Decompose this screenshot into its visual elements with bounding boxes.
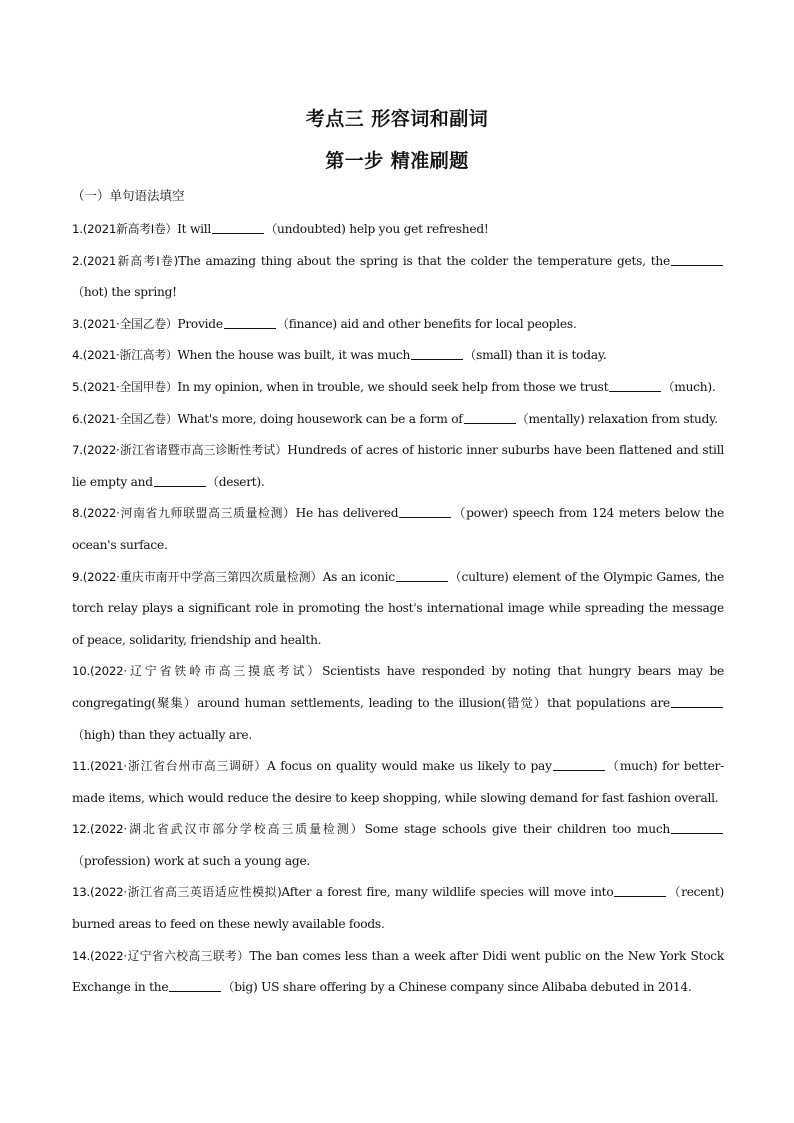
question-item: [72, 498, 724, 561]
question-text-before: What's more, doing housework can be a form of: [177, 411, 463, 426]
answer-blank[interactable]: [411, 348, 463, 360]
question-text-before: The ban comes less than a week after Didi went public on the New York Stock Exchange in the: [72, 948, 724, 995]
question-text-after: （power) speech from 124 meters below the ocean's surface.: [72, 506, 724, 552]
answer-blank[interactable]: [614, 886, 666, 898]
question-text-before: It will: [177, 222, 212, 236]
question-source: 5.(2021·全国甲卷）: [72, 379, 178, 394]
answer-blank[interactable]: [169, 980, 221, 992]
question-text-after: （recent) burned areas to feed on these newly available foods.: [72, 885, 724, 932]
question-item: [72, 404, 724, 436]
question-source: 9.(2022·重庆市南开中学高三第四次质量检测）: [72, 569, 323, 584]
question-item: [72, 435, 724, 498]
question-source: 4.(2021·浙江高考）: [72, 348, 178, 363]
question-item: [72, 562, 724, 657]
page-title: 考点三 形容词和副词: [305, 108, 489, 130]
question-text-before: A focus on quality would make us likely to pay: [267, 759, 552, 774]
question-text-after: （desert).: [206, 474, 265, 489]
question-text-before: After a forest fire, many wildlife species will move into: [281, 885, 614, 900]
question-item: [72, 656, 724, 751]
question-text-after: （undoubted) help you get refreshed!: [265, 222, 489, 236]
question-source: 13.(2022·浙江省高三英语适应性模拟): [72, 885, 282, 900]
answer-blank[interactable]: [553, 759, 605, 771]
answer-blank[interactable]: [609, 380, 661, 392]
answer-blank[interactable]: [464, 412, 516, 424]
question-source: 3.(2021·全国乙卷）: [72, 316, 178, 331]
question-text-before: Scientists have responded by noting that hungry bears may be congregating(聚集）around human settlements, leading to the illusion(错觉）that populations are: [72, 664, 724, 710]
question-source: 11.(2021·浙江省台州市高三调研）: [72, 759, 268, 774]
answer-blank[interactable]: [212, 222, 264, 234]
question-item: [72, 814, 724, 877]
question-text-before: The amazing thing about the spring is that the colder the temperature gets, the: [178, 253, 670, 268]
question-text-after: （much).: [662, 379, 716, 394]
answer-blank[interactable]: [224, 317, 276, 329]
section-heading: （一）单句语法填空: [72, 188, 185, 203]
question-item: [72, 941, 724, 1004]
question-text-before: As an iconic: [322, 569, 395, 584]
question-source: 1.(2021新高考Ⅰ卷）: [72, 222, 178, 236]
answer-blank[interactable]: [399, 506, 451, 518]
question-text-after: （much) for better-made items, which would reduce the desire to keep shopping, while slowing demand for fast fashion overall.: [72, 759, 725, 805]
question-source: 2.(2021新高考Ⅰ卷): [72, 253, 179, 268]
question-text-before: When the house was built, it was much: [177, 348, 411, 363]
question-text-before: He has delivered: [295, 506, 399, 521]
question-item: [72, 309, 724, 341]
answer-blank[interactable]: [671, 254, 723, 266]
question-text-after: （small) than it is today.: [464, 348, 607, 363]
question-text-before: In my opinion, when in trouble, we should seek help from those we trust: [177, 379, 609, 394]
answer-blank[interactable]: [396, 570, 448, 582]
answer-blank[interactable]: [671, 822, 723, 834]
question-text-after: （high) than they actually are.: [72, 727, 253, 742]
question-text-before: Provide: [177, 316, 223, 331]
question-text-before: Hundreds of acres of historic inner suburbs have been flattened and still lie empty and: [72, 443, 724, 489]
question-list: [72, 214, 724, 1004]
answer-blank[interactable]: [671, 696, 723, 708]
question-item: [72, 751, 724, 814]
question-item: [72, 214, 724, 246]
question-source: 6.(2021·全国乙卷）: [72, 411, 178, 426]
question-text-after: （culture) element of the Olympic Games, the torch relay plays a significant role in promoting the host's international image while spreading the message of peace, solidarity, friendship and health.: [72, 569, 724, 647]
question-item: [72, 340, 724, 372]
answer-blank[interactable]: [154, 475, 206, 487]
question-text-before: Some stage schools give their children too much: [364, 822, 671, 837]
question-item: [72, 372, 724, 404]
question-source: 12.(2022·湖北省武汉市部分学校高三质量检测）: [72, 822, 365, 837]
question-text-after: （mentally) relaxation from study.: [516, 411, 718, 426]
question-text-after: （big) US share offering by a Chinese company since Alibaba debuted in 2014.: [222, 980, 692, 995]
question-text-after: （profession) work at such a young age.: [72, 853, 311, 868]
question-item: [72, 877, 724, 940]
question-source: 10.(2022·辽宁省铁岭市高三摸底考试）: [72, 664, 323, 679]
question-source: 7.(2022·浙江省诸暨市高三诊断性考试）: [72, 443, 288, 458]
question-text-after: （finance) aid and other benefits for local peoples.: [276, 316, 577, 331]
question-source: 8.(2022·河南省九师联盟高三质量检测）: [72, 506, 296, 521]
page-subtitle: 第一步 精准刷题: [325, 150, 469, 172]
question-source: 14.(2022·辽宁省六校高三联考）: [72, 948, 250, 963]
question-item: [72, 246, 724, 309]
question-text-after: （hot) the spring!: [72, 285, 177, 300]
